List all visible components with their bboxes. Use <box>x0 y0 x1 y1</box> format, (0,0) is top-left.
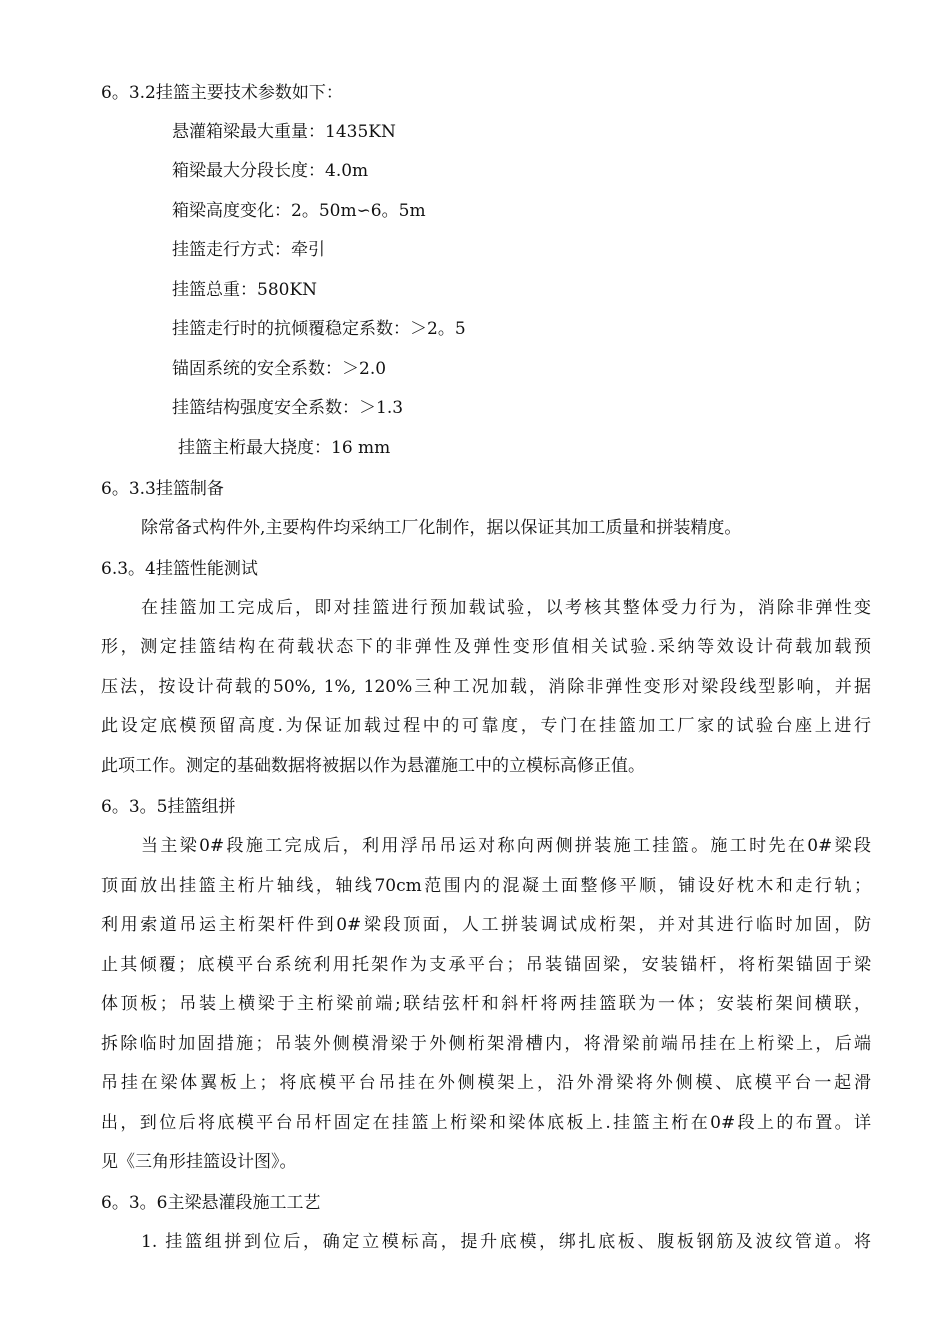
section-heading-6-3-4: 6.3。4挂篮性能测试 <box>101 559 258 579</box>
paragraph-line: 出，到位后将底模平台吊杆固定在挂篮上桁梁和梁体底板上.挂篮主桁在0#段上的布置。详 <box>101 1113 871 1133</box>
paragraph-line: 拆除临时加固措施；吊装外侧模滑梁于外侧桁架滑槽内，将滑梁前端吊挂在上桁梁上，后端 <box>101 1034 871 1054</box>
param-line: 箱梁高度变化：2。50m∽6。5m <box>172 201 426 221</box>
paragraph-line: 当主梁0#段施工完成后，利用浮吊吊运对称向两侧拼装施工挂篮。施工时先在0#梁段 <box>141 836 871 856</box>
section-heading-6-3-2: 6。3.2挂篮主要技术参数如下： <box>101 83 343 103</box>
paragraph-line: 除常备式构件外,主要构件均采纳工厂化制作，据以保证其加工质量和拼装精度。 <box>141 518 742 538</box>
paragraph-line: 止其倾覆；底模平台系统利用托架作为支承平台；吊装锚固梁，安装锚杆，将桁架锚固于梁 <box>101 955 871 975</box>
section-heading-6-3-3: 6。3.3挂篮制备 <box>101 479 224 499</box>
paragraph-line: 体顶板；吊装上横梁于主桁梁前端;联结弦杆和斜杆将两挂篮联为一体；安装桁架间横联， <box>101 994 871 1014</box>
paragraph-line: 此项工作。测定的基础数据将被据以作为悬灌施工中的立模标高修正值。 <box>101 756 645 776</box>
param-line: 箱梁最大分段长度：4.0m <box>172 161 369 181</box>
paragraph-line: 见《三角形挂篮设计图》。 <box>101 1152 297 1172</box>
paragraph-line: 此设定底模预留高度.为保证加载过程中的可靠度，专门在挂篮加工厂家的试验台座上进行 <box>101 716 871 736</box>
param-line: 挂篮走行方式：牵引 <box>172 240 325 260</box>
param-line: 悬灌箱梁最大重量：1435KN <box>172 122 396 142</box>
param-line: 挂篮结构强度安全系数：＞1.3 <box>172 398 404 418</box>
paragraph-line: 1. 挂篮组拼到位后，确定立模标高，提升底模，绑扎底板、腹板钢筋及波纹管道。将 <box>141 1232 871 1252</box>
paragraph-line: 形，测定挂篮结构在荷载状态下的非弹性及弹性变形值相关试验.采纳等效设计荷载加载预 <box>101 637 871 657</box>
paragraph-line: 压法，按设计荷载的50%, 1%, 120%三种工况加载，消除非弹性变形对梁段线型影响，并据 <box>101 677 871 697</box>
param-line: 挂篮走行时的抗倾覆稳定系数：＞2。5 <box>172 319 466 339</box>
paragraph-line: 吊挂在梁体翼板上；将底模平台吊挂在外侧模架上，沿外滑梁将外侧模、底模平台一起滑 <box>101 1073 871 1093</box>
param-line: 挂篮主桁最大挠度：16 mm <box>178 438 391 458</box>
paragraph-line: 利用索道吊运主桁架杆件到0#梁段顶面，人工拼装调试成桁架，并对其进行临时加固，防 <box>101 915 871 935</box>
paragraph-line: 顶面放出挂篮主桁片轴线，轴线70cm范围内的混凝土面整修平顺，铺设好枕木和走行轨； <box>101 876 871 896</box>
param-line: 挂篮总重：580KN <box>172 280 318 300</box>
param-line: 锚固系统的安全系数：＞2.0 <box>172 359 387 379</box>
paragraph-line: 在挂篮加工完成后，即对挂篮进行预加载试验，以考核其整体受力行为，消除非弹性变 <box>141 598 871 618</box>
section-heading-6-3-6: 6。3。6主梁悬灌段施工工艺 <box>101 1193 321 1213</box>
section-heading-6-3-5: 6。3。5挂篮组拼 <box>101 797 236 817</box>
